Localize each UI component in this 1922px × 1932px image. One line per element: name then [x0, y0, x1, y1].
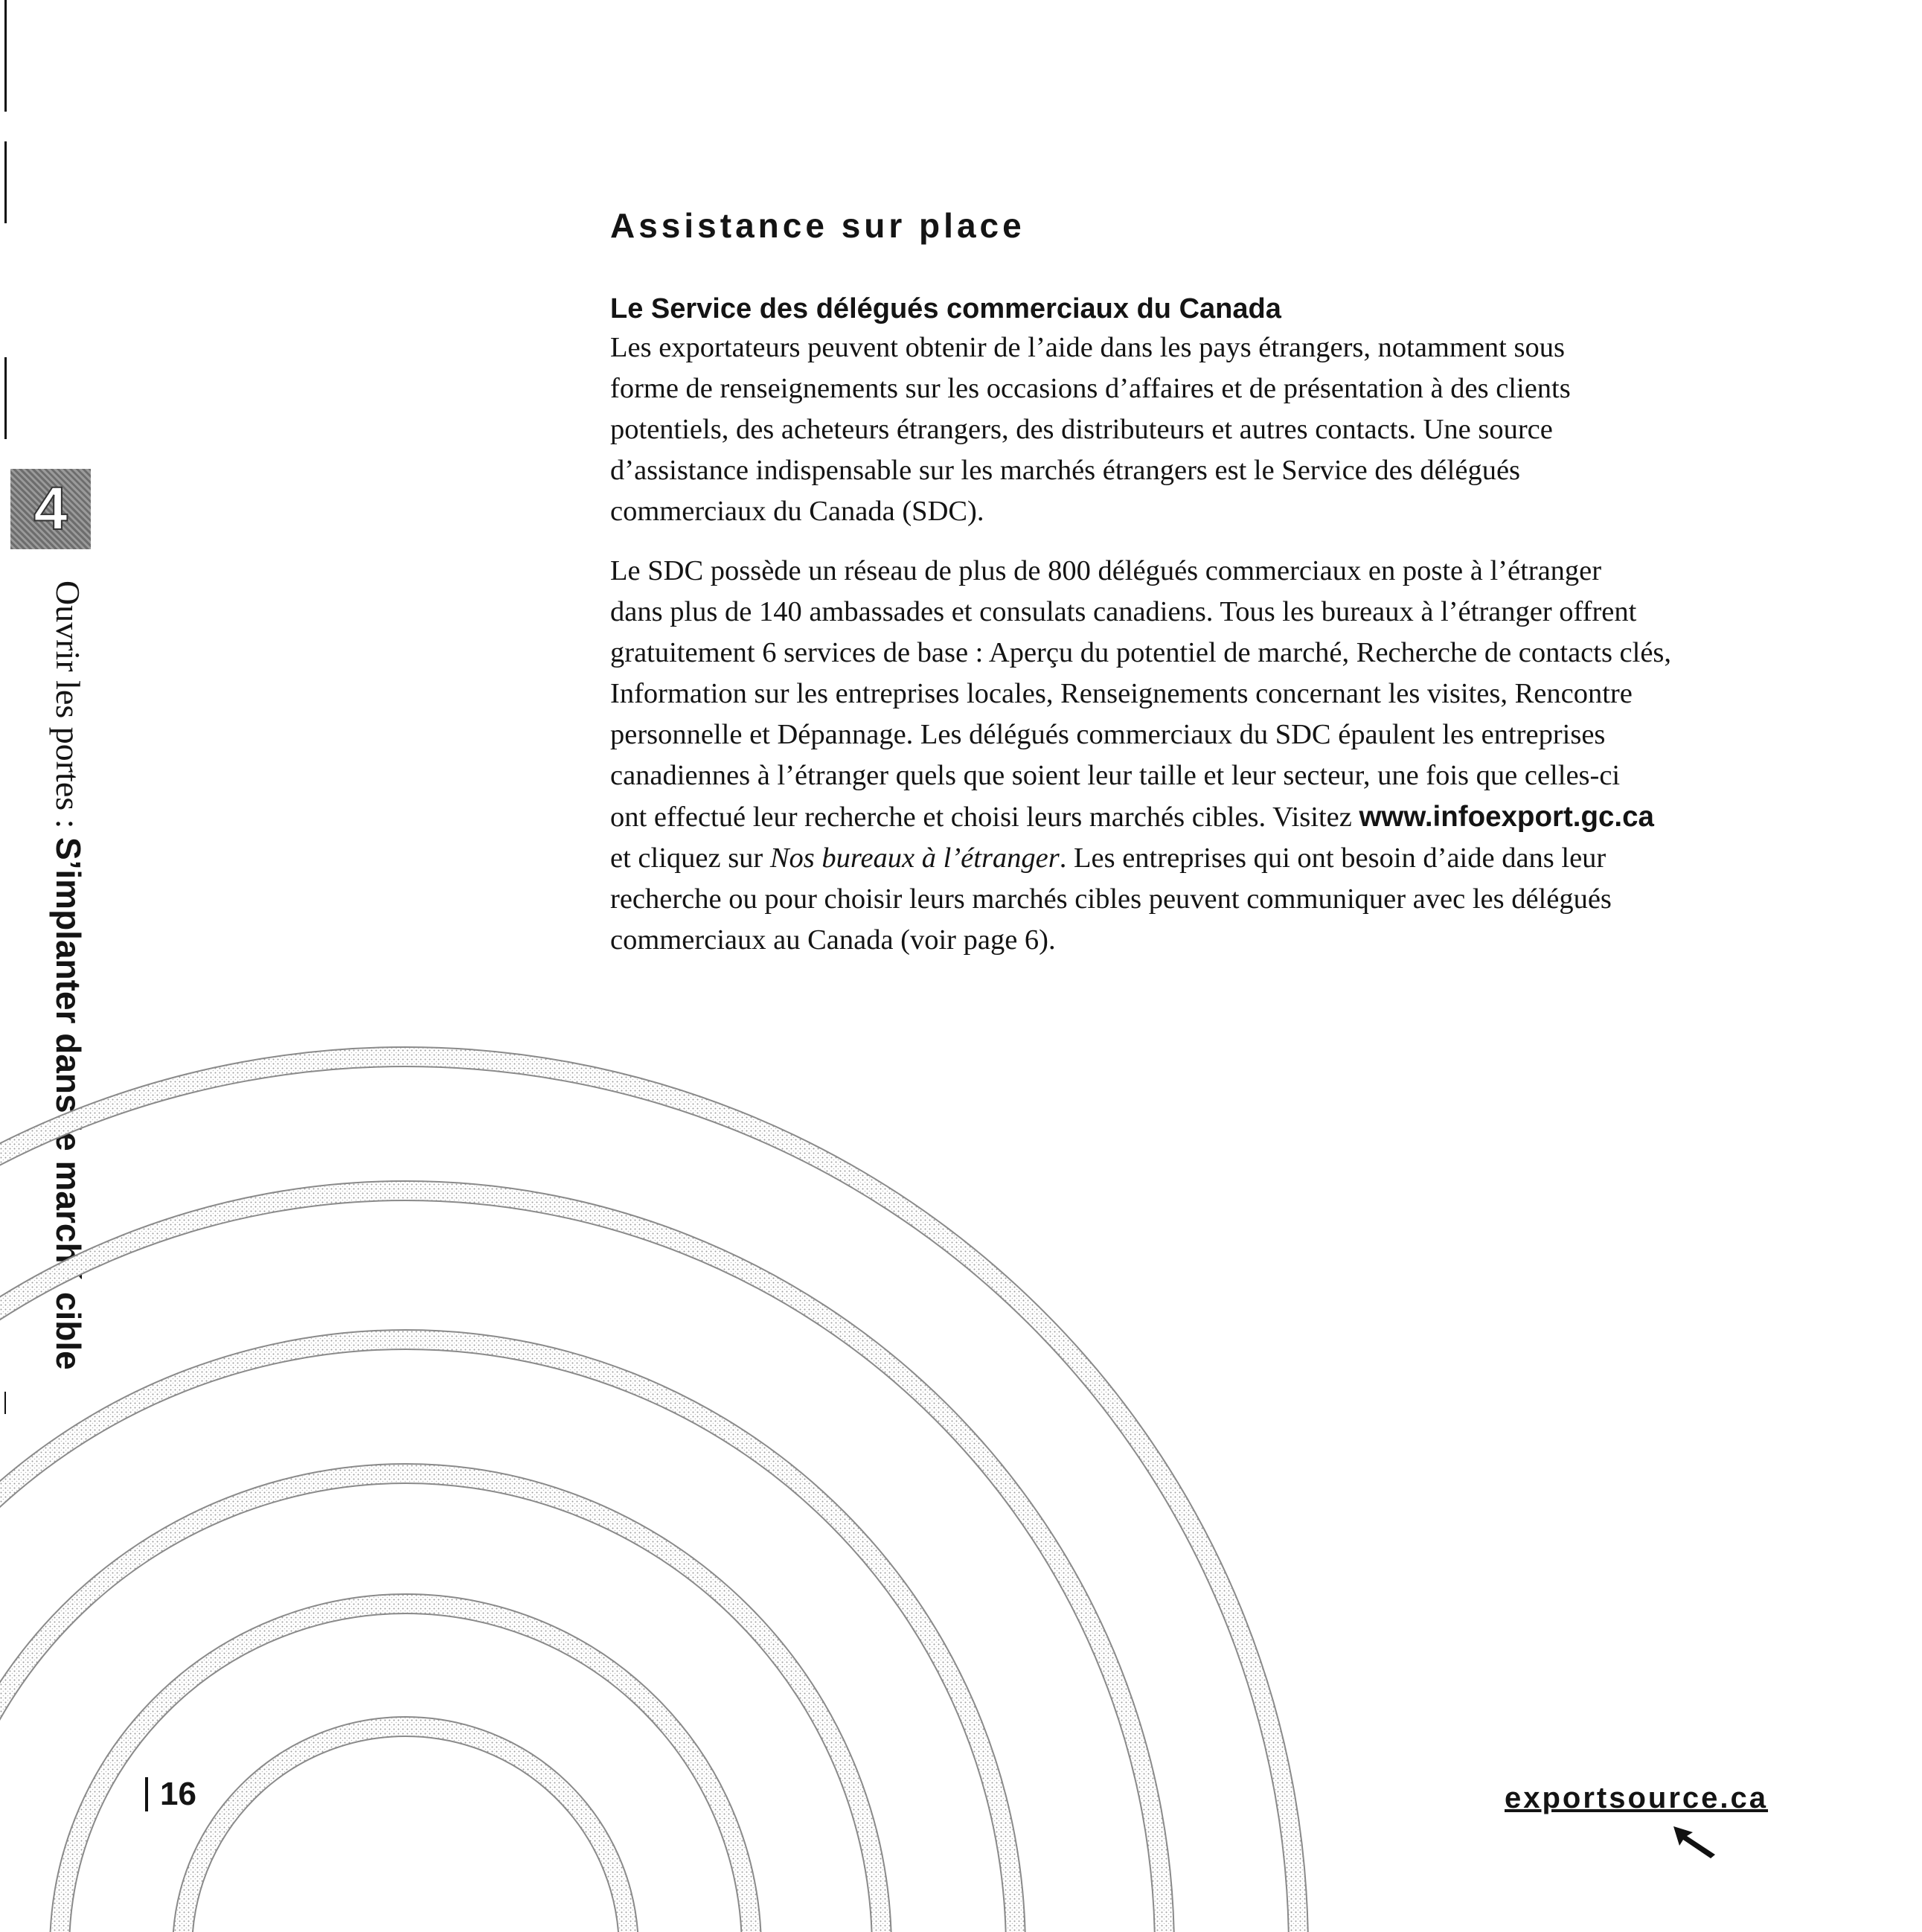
- text-line: dans plus de 140 ambassades et consulats canadiens. Tous les bureaux à l’étranger offrent: [610, 596, 1637, 627]
- text-line: canadiennes à l’étranger quels que soient leur taille et leur secteur, une fois que celles-ci: [610, 760, 1621, 791]
- text-line: Le SDC possède un réseau de plus de 800 délégués commerciaux en poste à l’étranger: [610, 555, 1602, 586]
- cursor-arrow-icon: [1670, 1823, 1723, 1861]
- text-line: commerciaux du Canada (SDC).: [610, 496, 984, 527]
- section-title: Assistance sur place: [610, 206, 1025, 245]
- text-line: commerciaux au Canada (voir page 6).: [610, 924, 1056, 956]
- paragraph-2: [610, 551, 1771, 961]
- exportsource-link[interactable]: exportsource.ca: [1505, 1782, 1769, 1814]
- text-line: Information sur les entreprises locales, Renseignements concernant les visites, Rencontre: [610, 678, 1633, 709]
- side-title-main: S’implanter dans le marché cible: [49, 837, 88, 1370]
- nos-prefix: et cliquez sur: [610, 842, 770, 874]
- subheading: Le Service des délégués commerciaux du Canada: [610, 293, 1281, 324]
- chapter-number: 4: [33, 475, 68, 543]
- target-ring-inner: [182, 1727, 629, 1932]
- infoexport-link[interactable]: www.infoexport.gc.ca: [1359, 801, 1654, 833]
- page-number: 16: [145, 1777, 196, 1811]
- text-line: d’assistance indispensable sur les marchés étrangers est le Service des délégués: [610, 455, 1521, 486]
- text-line: gratuitement 6 services de base : Aperçu du potentiel de marché, Recherche de contacts clés,: [610, 637, 1672, 668]
- paragraph-1: [610, 327, 1771, 532]
- nos-bureaux-text: Nos bureaux à l’étranger: [769, 842, 1060, 874]
- text-line: potentiels, des acheteurs étrangers, des distributeurs et autres contacts. Une source: [610, 414, 1553, 445]
- visitez-text: ont effectué leur recherche et choisi leurs marchés cibles. Visitez: [610, 802, 1359, 833]
- text-line: Les exportateurs peuvent obtenir de l’aide dans les pays étrangers, notamment sous: [610, 332, 1565, 363]
- text-line: [610, 838, 1771, 879]
- text-line: personnelle et Dépannage. Les délégués commerciaux du SDC épaulent les entreprises: [610, 719, 1606, 750]
- target-ring-5: [60, 1604, 752, 1932]
- text-line: recherche ou pour choisir leurs marchés cibles peuvent communiquer avec les délégués: [610, 883, 1612, 915]
- side-title-prefix: Ouvrir les portes :: [49, 580, 87, 837]
- text-line: [610, 796, 1771, 838]
- main-content: [610, 205, 1771, 961]
- text-line: forme de renseignements sur les occasions d’affaires et de présentation à des clients: [610, 373, 1571, 404]
- nos-suffix: . Les entreprises qui ont besoin d’aide dans leur: [1059, 842, 1607, 874]
